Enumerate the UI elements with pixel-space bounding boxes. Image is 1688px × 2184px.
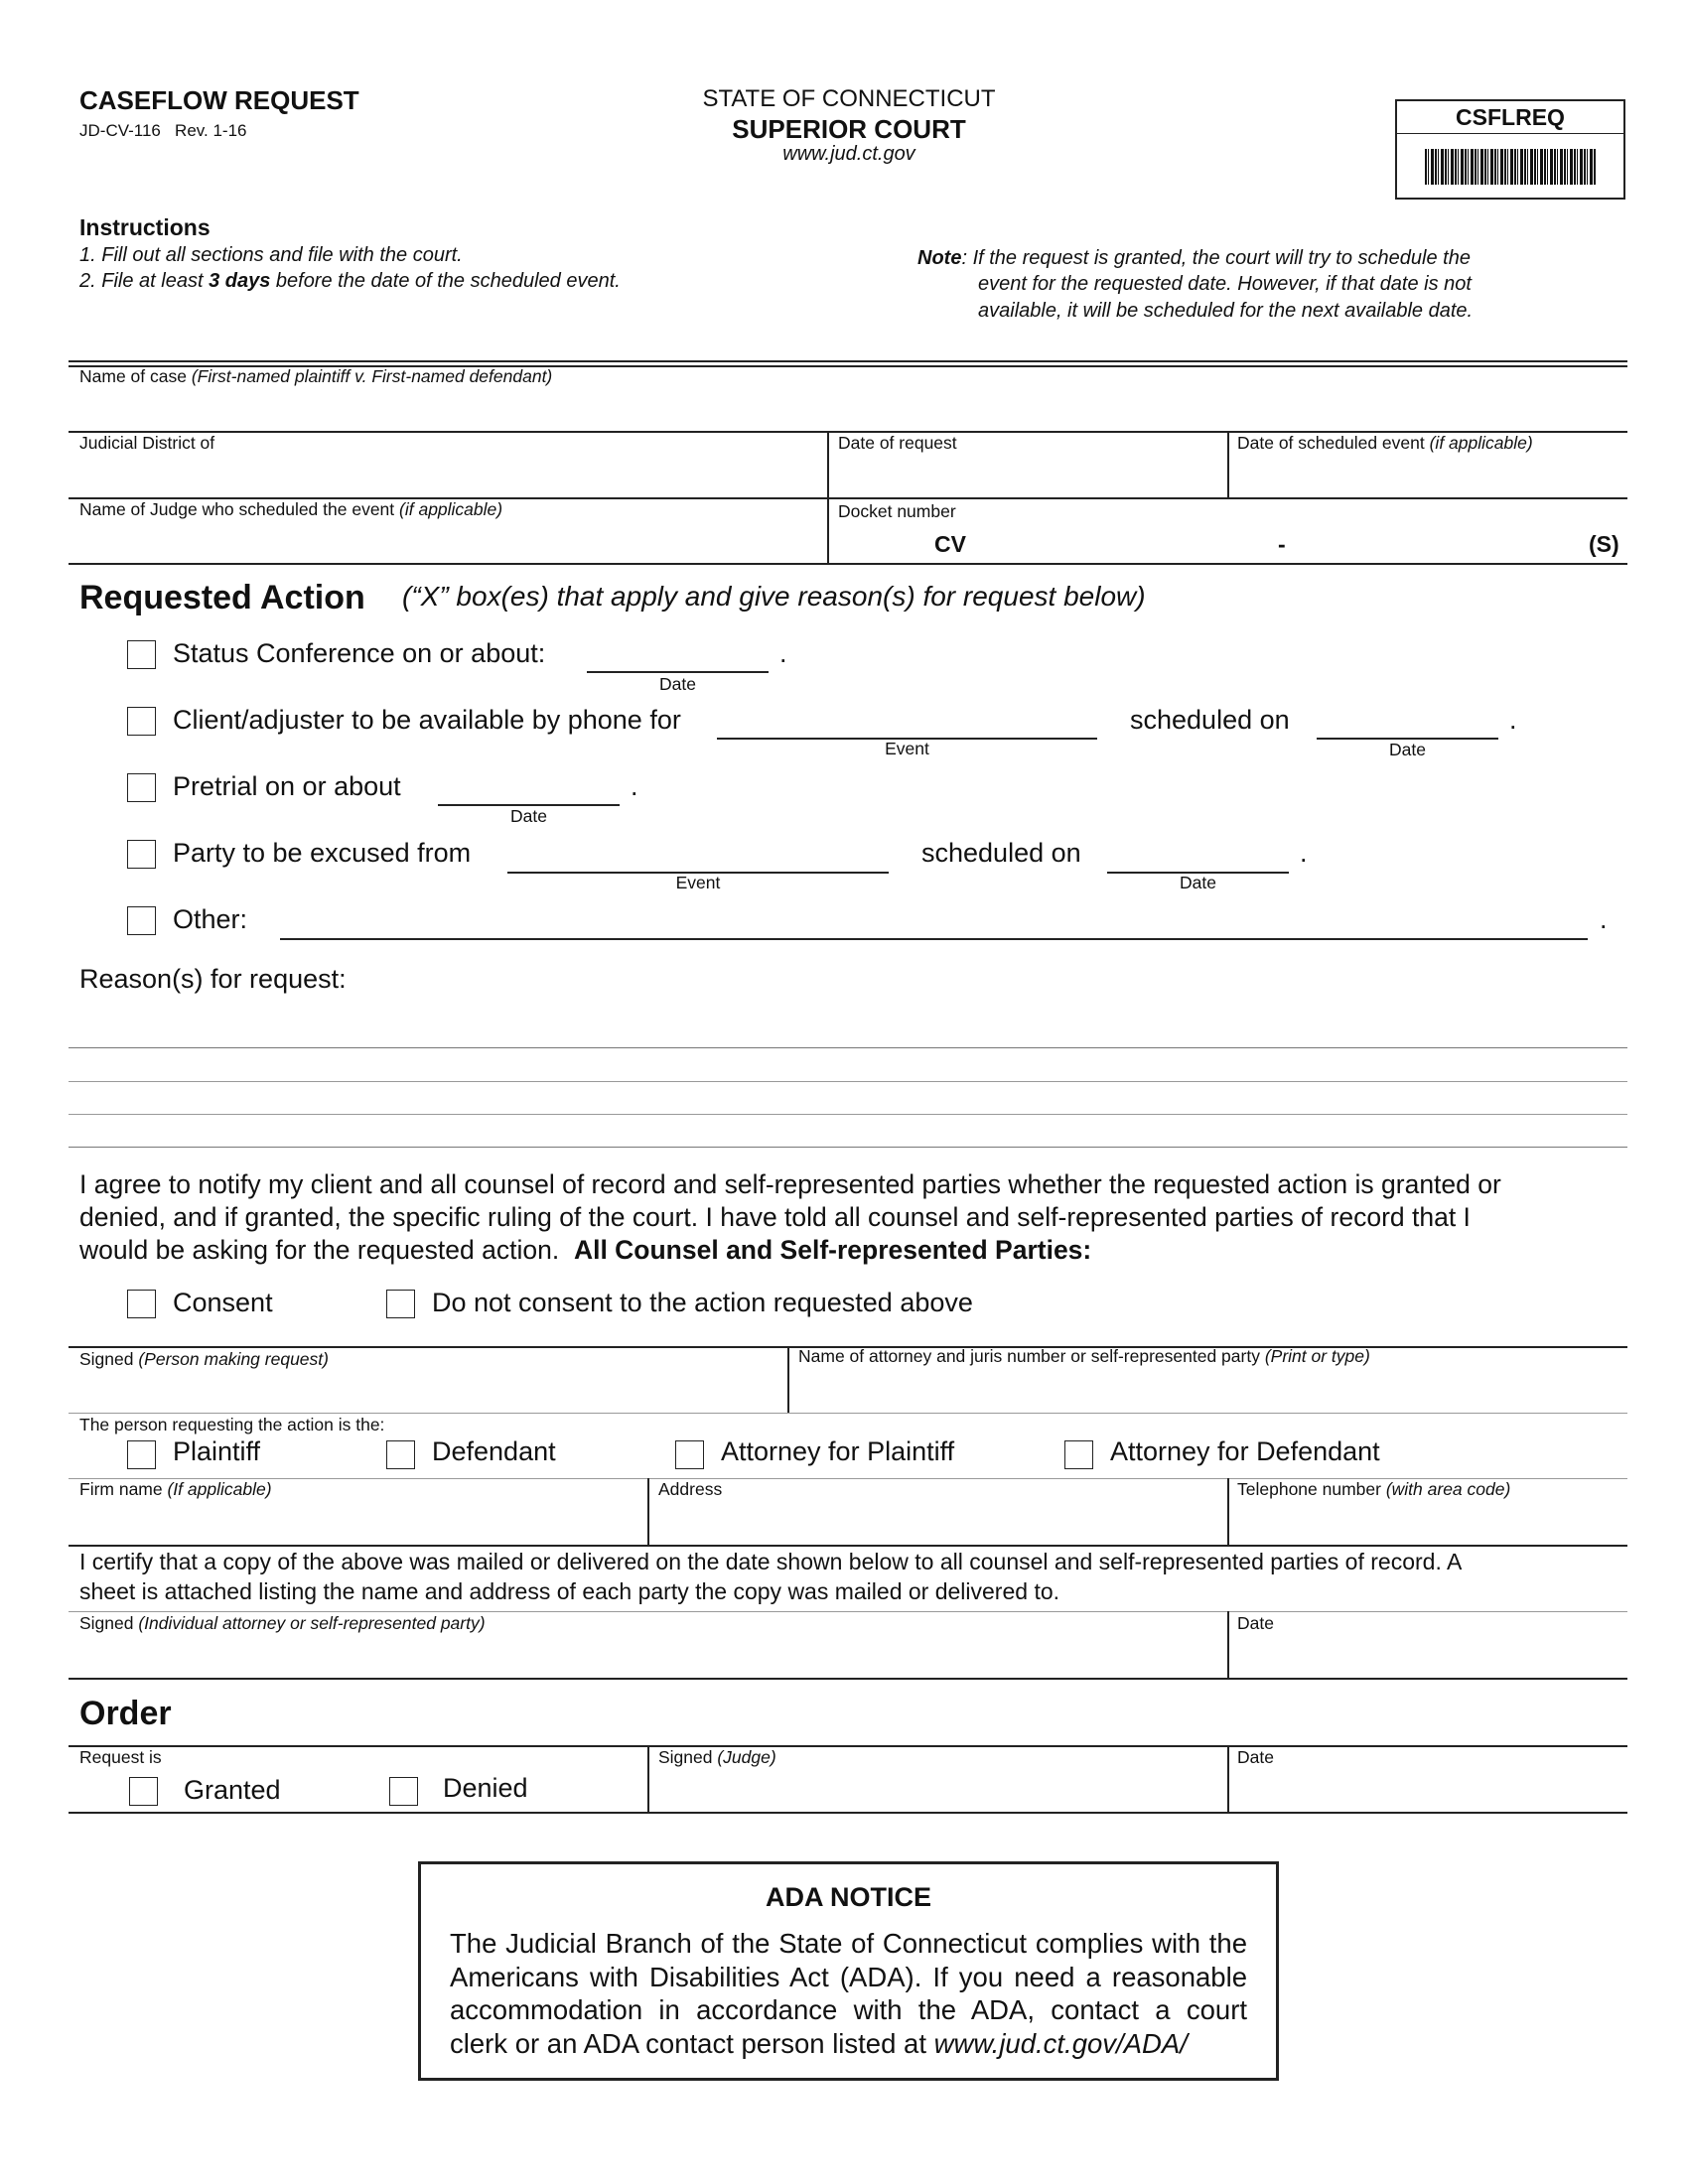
judge-name-label: Name of Judge who scheduled the event (if applicable) <box>79 499 503 519</box>
attorney-defendant-label: Attorney for Defendant <box>1110 1436 1380 1466</box>
ada-line-4: clerk or an ADA contact person listed at www.jud.ct.gov/ADA/ <box>450 2027 1188 2059</box>
defendant-label: Defendant <box>432 1436 556 1466</box>
note-line-3: available, it will be scheduled for the next available date. <box>978 300 1474 322</box>
divider <box>69 360 1627 362</box>
other-label: Other: <box>173 904 248 934</box>
do-not-consent-label: Do not consent to the action requested above <box>432 1288 973 1317</box>
do-not-consent-checkbox[interactable] <box>386 1290 415 1318</box>
ada-link[interactable]: www.jud.ct.gov/ADA/ <box>933 2027 1188 2059</box>
instruction-step-2: 2. File at least 3 days before the date of the scheduled event. <box>79 270 621 292</box>
note-line-2: event for the requested date. However, if that date is not <box>978 273 1472 295</box>
granted-label: Granted <box>184 1775 281 1805</box>
period: . <box>1600 904 1608 934</box>
other-checkbox[interactable] <box>127 906 156 935</box>
agreement-line-3: would be asking for the requested action. All Counsel and Self-represented Parties: <box>79 1235 1092 1265</box>
date-caption: Date <box>659 674 696 694</box>
certification-date-field[interactable] <box>1229 1633 1626 1677</box>
consent-label: Consent <box>173 1288 273 1317</box>
agreement-line-2: denied, and if granted, the specific ruling of the court. I have told all counsel and self-represented parties of record that I <box>79 1202 1471 1232</box>
reason-line <box>69 1081 1627 1082</box>
name-of-case-field[interactable] <box>69 385 1627 431</box>
divider <box>69 1413 1627 1414</box>
docket-cv: CV <box>934 531 966 557</box>
judge-signature-field[interactable] <box>649 1767 1226 1811</box>
reasons-label: Reason(s) for request: <box>79 964 347 994</box>
date-of-request-label: Date of request <box>838 433 957 453</box>
period: . <box>1300 838 1308 868</box>
denied-label: Denied <box>443 1773 528 1803</box>
defendant-checkbox[interactable] <box>386 1440 415 1469</box>
judge-signed-label: Signed (Judge) <box>658 1747 776 1767</box>
agreement-line-1: I agree to notify my client and all counsel of record and self-represented parties whether the requested action is granted or <box>79 1169 1501 1199</box>
name-of-case-label: Name of case (First-named plaintiff v. First-named defendant) <box>79 366 553 386</box>
status-conference-checkbox[interactable] <box>127 640 156 669</box>
firm-name-label: Firm name (If applicable) <box>79 1479 272 1499</box>
period: . <box>779 638 787 668</box>
pretrial-checkbox[interactable] <box>127 773 156 802</box>
date-caption: Date <box>1389 740 1426 759</box>
barcode <box>1425 149 1596 185</box>
form-code-box <box>1395 99 1625 200</box>
firm-name-field[interactable] <box>69 1500 646 1544</box>
date-scheduled-event-label: Date of scheduled event (if applicable) <box>1237 433 1533 453</box>
certification-line-1: I certify that a copy of the above was mailed or delivered on the date shown below to all counsel and self-represented parties of record. A <box>79 1549 1463 1574</box>
plaintiff-checkbox[interactable] <box>127 1440 156 1469</box>
order-date-field[interactable] <box>1229 1767 1626 1811</box>
divider <box>69 1812 1627 1814</box>
certification-line-2: sheet is attached listing the name and address of each party the copy was mailed or delivered to. <box>79 1578 1060 1604</box>
judicial-district-field[interactable] <box>69 453 827 496</box>
telephone-field[interactable] <box>1229 1500 1626 1544</box>
period: . <box>1509 705 1517 735</box>
court-name: SUPERIOR COURT <box>732 114 966 144</box>
request-is-label: Request is <box>79 1747 162 1767</box>
signed-label: Signed (Person making request) <box>79 1349 329 1369</box>
ada-line-3: accommodation in accordance with the ADA, contact a court <box>450 1994 1247 2025</box>
ada-notice-title: ADA NOTICE <box>766 1882 931 1912</box>
address-field[interactable] <box>649 1500 1226 1544</box>
other-field[interactable] <box>280 938 1588 940</box>
judicial-district-label: Judicial District of <box>79 433 215 453</box>
judge-name-field[interactable] <box>69 519 827 563</box>
instructions-title: Instructions <box>79 214 211 240</box>
scheduled-on-label: scheduled on <box>1130 705 1290 735</box>
date-caption: Date <box>510 806 547 826</box>
period: . <box>631 771 638 801</box>
ada-notice-box <box>418 1861 1279 2081</box>
divider <box>69 563 1627 565</box>
form-number: JD-CV-116 Rev. 1-16 <box>79 121 247 140</box>
party-excused-checkbox[interactable] <box>127 840 156 869</box>
date-scheduled-event-field[interactable] <box>1229 453 1626 496</box>
reason-line <box>69 1114 1627 1115</box>
signature-field[interactable] <box>69 1368 786 1412</box>
reasons-field[interactable] <box>69 993 1627 1147</box>
reason-line <box>69 1147 1627 1148</box>
consent-checkbox[interactable] <box>127 1290 156 1318</box>
docket-number-label: Docket number <box>838 501 956 521</box>
ada-notice-body <box>450 1927 1247 2060</box>
note-label: Note <box>917 247 962 269</box>
docket-s: (S) <box>1589 531 1619 557</box>
person-requesting-label: The person requesting the action is the: <box>79 1415 385 1434</box>
form-code: CSFLREQ <box>1397 101 1623 134</box>
plaintiff-label: Plaintiff <box>173 1436 261 1466</box>
status-conference-label: Status Conference on or about: <box>173 638 546 668</box>
divider <box>69 1545 1627 1547</box>
denied-checkbox[interactable] <box>389 1777 418 1806</box>
instruction-step-1: 1. Fill out all sections and file with the court. <box>79 244 463 266</box>
requested-action-hint: (“X” box(es) that apply and give reason(s) for request below) <box>402 581 1146 612</box>
certification-date-label: Date <box>1237 1613 1274 1633</box>
party-excused-label: Party to be excused from <box>173 838 472 868</box>
date-caption: Date <box>1180 873 1216 892</box>
status-conference-date-field[interactable] <box>587 671 769 673</box>
ada-line-2: Americans with Disabilities Act (ADA). If you need a reasonable <box>450 1961 1247 1992</box>
reason-line <box>69 1047 1627 1048</box>
requested-action-title: Requested Action <box>79 579 365 616</box>
divider <box>69 1611 1627 1612</box>
attorney-name-label: Name of attorney and juris number or self-represented party (Print or type) <box>798 1346 1370 1366</box>
granted-checkbox[interactable] <box>129 1777 158 1806</box>
state-name: STATE OF CONNECTICUT <box>702 85 996 112</box>
form-title: CASEFLOW REQUEST <box>79 85 359 115</box>
certification-signature-field[interactable] <box>69 1633 1226 1677</box>
attorney-name-field[interactable] <box>789 1368 1626 1412</box>
divider <box>69 1745 1627 1747</box>
pretrial-label: Pretrial on or about <box>173 771 401 801</box>
telephone-label: Telephone number (with area code) <box>1237 1479 1511 1499</box>
client-adjuster-checkbox[interactable] <box>127 707 156 736</box>
certification-signed-label: Signed (Individual attorney or self-represented party) <box>79 1613 486 1633</box>
note-line-1: Note: If the request is granted, the court will try to schedule the <box>917 247 1471 269</box>
client-adjuster-label: Client/adjuster to be available by phone for <box>173 705 681 735</box>
order-date-label: Date <box>1237 1747 1274 1767</box>
scheduled-on-label: scheduled on <box>921 838 1081 868</box>
event-caption: Event <box>675 873 721 892</box>
address-label: Address <box>658 1479 723 1499</box>
event-caption: Event <box>885 739 929 758</box>
ada-line-1: The Judicial Branch of the State of Connecticut complies with the <box>450 1928 1247 1959</box>
attorney-plaintiff-checkbox[interactable] <box>675 1440 704 1469</box>
docket-dash: - <box>1278 531 1286 557</box>
order-title: Order <box>79 1695 172 1732</box>
attorney-plaintiff-label: Attorney for Plaintiff <box>721 1436 955 1466</box>
date-of-request-field[interactable] <box>829 453 1226 496</box>
attorney-defendant-checkbox[interactable] <box>1064 1440 1093 1469</box>
divider <box>69 1678 1627 1680</box>
court-website: www.jud.ct.gov <box>782 143 915 165</box>
docket-number-field[interactable] <box>973 526 1569 562</box>
